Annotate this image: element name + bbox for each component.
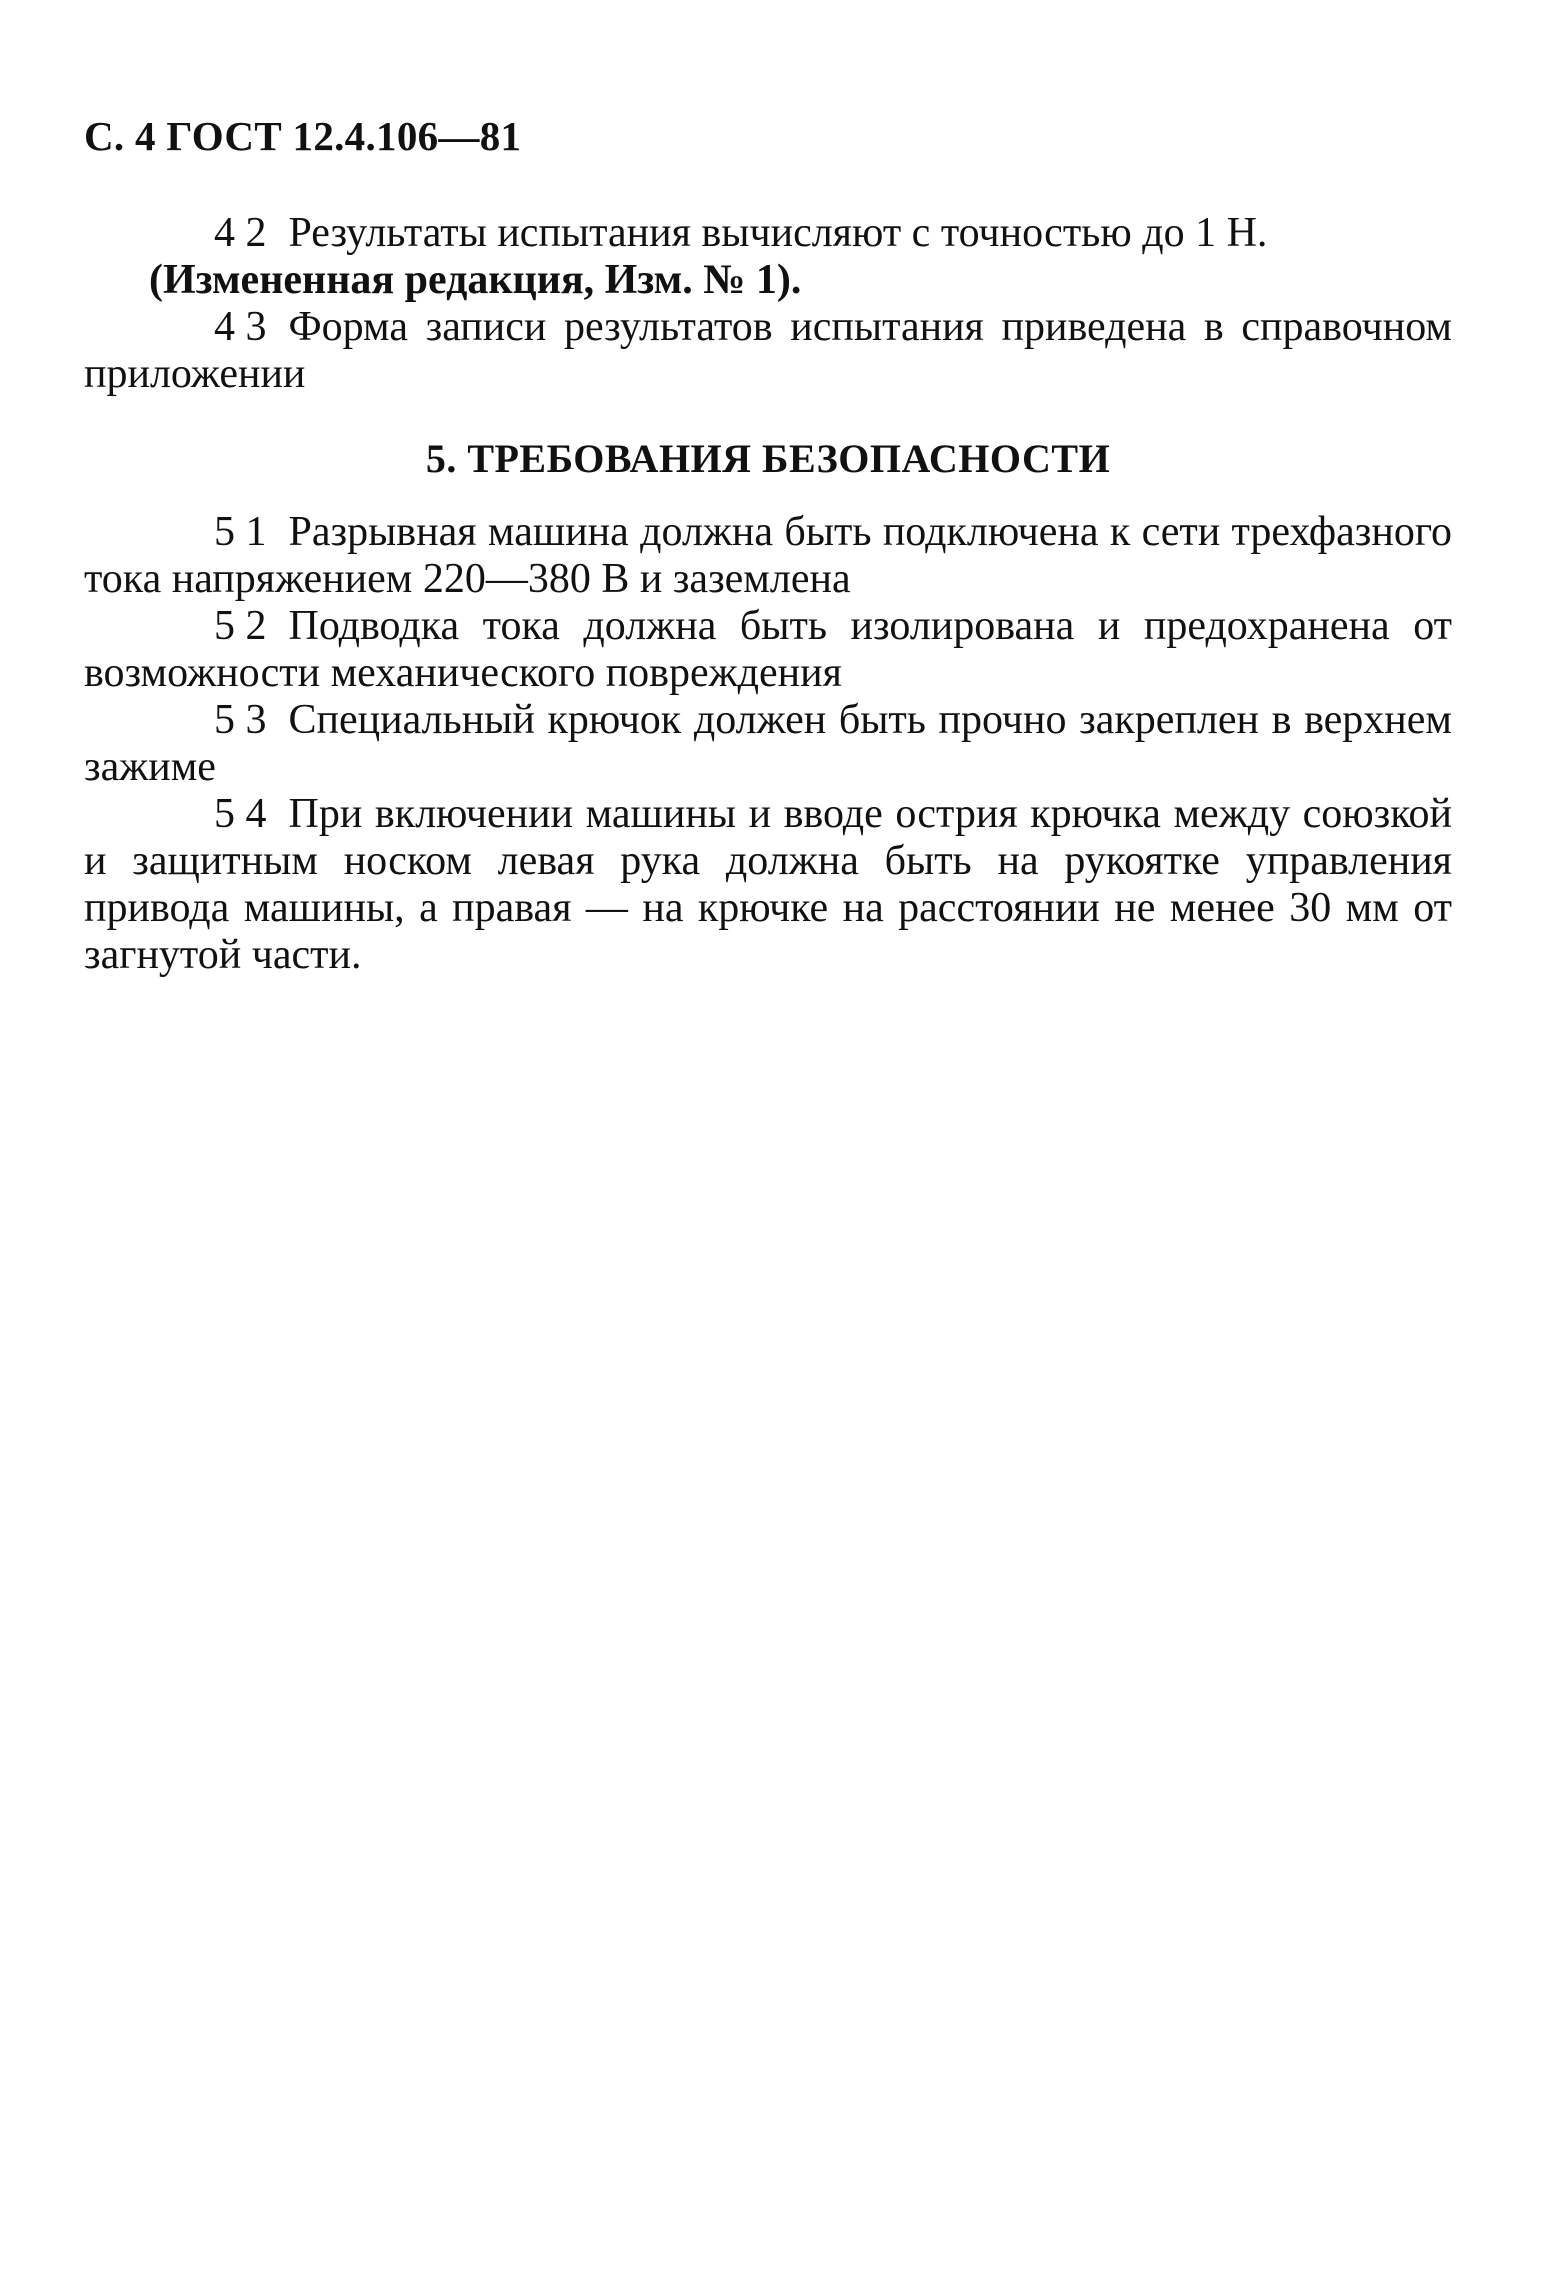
paragraph-text: Разрывная машина должна быть подключена к сети трехфазного тока напряжением 220—380 В и заземлена	[84, 509, 1452, 602]
paragraph-5-1	[84, 509, 1452, 603]
paragraph-5-2	[84, 603, 1452, 697]
paragraph-number: 5 4	[214, 791, 267, 837]
paragraph-number: 5 2	[214, 603, 267, 649]
document-body	[84, 210, 1452, 979]
paragraph-text: Подводка тока должна быть изолирована и предохранена от возможности механического повреждения	[84, 603, 1452, 696]
paragraph-number: 5 3	[214, 697, 267, 743]
amendment-note: (Измененная редакция, Изм. № 1).	[149, 257, 802, 303]
paragraph-number: 5 1	[214, 509, 267, 555]
paragraph-number: 4 3	[214, 304, 267, 350]
paragraph-5-4	[84, 791, 1452, 979]
paragraph-5-3	[84, 697, 1452, 791]
paragraph-text: При включении машины и вводе острия крючка между союзкой и защитным носком левая рука должна быть на рукоятке управления привода машины, а правая — на крючке на расстоянии не менее 30 мм от загнутой части.	[84, 791, 1452, 978]
paragraph-4-2	[84, 210, 1452, 257]
paragraph-text: Результаты испытания вычисляют с точностью до 1 Н.	[288, 210, 1268, 256]
page-header: С. 4 ГОСТ 12.4.106—81	[84, 113, 522, 159]
paragraph-text: Специальный крючок должен быть прочно закреплен в верхнем зажиме	[84, 697, 1452, 790]
paragraph-text: Форма записи результатов испытания приведена в справочном приложении	[84, 304, 1452, 397]
paragraph-4-3	[84, 304, 1452, 398]
paragraph-number: 4 2	[214, 210, 267, 256]
section-title: 5. ТРЕБОВАНИЯ БЕЗОПАСНОСТИ	[425, 436, 1111, 481]
